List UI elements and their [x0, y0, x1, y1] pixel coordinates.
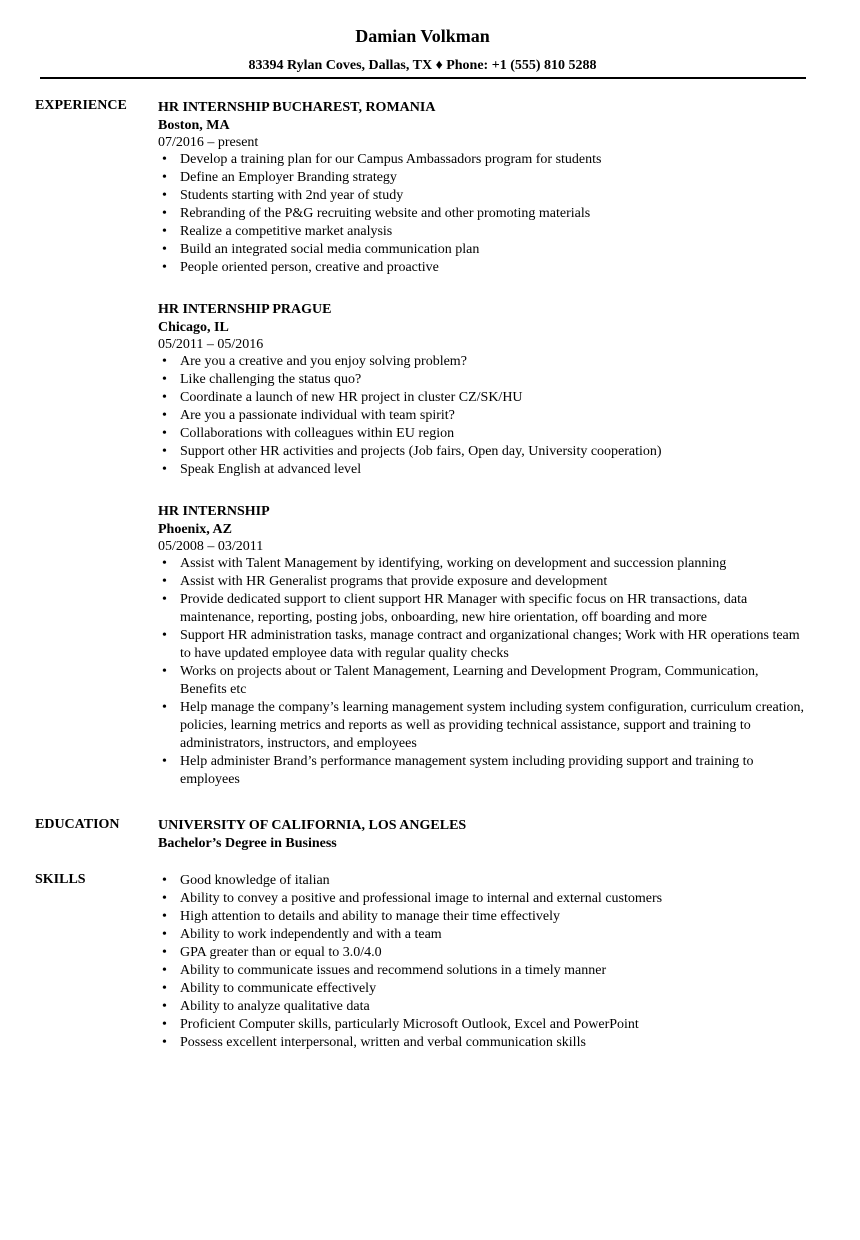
bullet-icon: •	[162, 426, 167, 441]
bullet-icon: •	[162, 891, 167, 906]
list-item	[158, 998, 808, 1016]
bullet-icon: •	[162, 574, 167, 589]
job-dates: 07/2016 – present	[158, 135, 259, 150]
bullet-text: Speak English at advanced level	[180, 462, 362, 477]
header-divider	[40, 77, 806, 79]
skill-text: Ability to communicate issues and recommend solutions in a timely manner	[180, 963, 607, 978]
bullet-text: Like challenging the status quo?	[180, 372, 362, 387]
list-item	[158, 627, 808, 663]
bullet-icon: •	[162, 981, 167, 996]
list-item	[158, 205, 808, 223]
skill-text: Ability to convey a positive and professional image to internal and external customers	[180, 891, 663, 906]
list-item	[158, 908, 808, 926]
job-entry	[158, 99, 808, 277]
bullet-icon: •	[162, 754, 167, 769]
bullet-text: Coordinate a launch of new HR project in cluster CZ/SK/HU	[180, 390, 523, 405]
bullet-icon: •	[162, 628, 167, 643]
list-item	[158, 461, 808, 479]
bullet-icon: •	[162, 945, 167, 960]
job-bullet-list	[158, 353, 808, 479]
list-item	[158, 371, 808, 389]
section-heading-experience: EXPERIENCE	[35, 98, 127, 113]
list-item	[158, 573, 808, 591]
bullet-icon: •	[162, 909, 167, 924]
bullet-icon: •	[162, 372, 167, 387]
bullet-icon: •	[162, 556, 167, 571]
list-item	[158, 663, 808, 699]
bullet-icon: •	[162, 242, 167, 257]
list-item	[158, 241, 808, 259]
bullet-text: Rebranding of the P&G recruiting website and other promoting materials	[180, 206, 591, 221]
skill-text: Ability to communicate effectively	[180, 981, 377, 996]
skills-list	[158, 872, 808, 1052]
bullet-icon: •	[162, 444, 167, 459]
bullet-text: Works on projects about or Talent Management, Learning and Development Program, Communication, Benefits etc	[180, 664, 759, 697]
bullet-text: Define an Employer Branding strategy	[180, 170, 397, 185]
job-title: HR INTERNSHIP BUCHAREST, ROMANIA	[158, 100, 436, 115]
skills-entry	[158, 872, 808, 1052]
bullet-icon: •	[162, 206, 167, 221]
bullet-text: Help manage the company’s learning management system including system configuration, curriculum creation, policies, learning metrics and reports as well as providing technical assistance, support and training to administrators, instructors, and employees	[180, 700, 804, 751]
list-item	[158, 443, 808, 461]
list-item	[158, 425, 808, 443]
list-item	[158, 890, 808, 908]
bullet-icon: •	[162, 664, 167, 679]
list-item	[158, 353, 808, 371]
bullet-icon: •	[162, 390, 167, 405]
bullet-icon: •	[162, 1035, 167, 1050]
bullet-text: Students starting with 2nd year of study	[180, 188, 404, 203]
list-item	[158, 223, 808, 241]
skill-text: Good knowledge of italian	[180, 873, 330, 888]
list-item	[158, 980, 808, 998]
bullet-text: Build an integrated social media communication plan	[180, 242, 480, 257]
job-title: HR INTERNSHIP PRAGUE	[158, 302, 332, 317]
list-item	[158, 389, 808, 407]
job-location: Boston, MA	[158, 118, 230, 133]
list-item	[158, 926, 808, 944]
bullet-icon: •	[162, 354, 167, 369]
list-item	[158, 259, 808, 277]
bullet-text: Help administer Brand’s performance management system including providing support and training to employees	[180, 754, 754, 787]
skill-text: Possess excellent interpersonal, written and verbal communication skills	[180, 1035, 586, 1050]
job-location: Phoenix, AZ	[158, 522, 232, 537]
list-item	[158, 407, 808, 425]
bullet-text: People oriented person, creative and proactive	[180, 260, 439, 275]
skill-text: High attention to details and ability to manage their time effectively	[180, 909, 560, 924]
job-title: HR INTERNSHIP	[158, 504, 270, 519]
bullet-icon: •	[162, 999, 167, 1014]
skill-text: Ability to work independently and with a team	[180, 927, 442, 942]
bullet-text: Are you a passionate individual with team spirit?	[180, 408, 455, 423]
bullet-icon: •	[162, 170, 167, 185]
list-item	[158, 187, 808, 205]
skill-text: Proficient Computer skills, particularly Microsoft Outlook, Excel and PowerPoint	[180, 1017, 639, 1032]
bullet-icon: •	[162, 188, 167, 203]
job-entry	[158, 503, 808, 789]
skill-text: GPA greater than or equal to 3.0/4.0	[180, 945, 382, 960]
bullet-text: Collaborations with colleagues within EU region	[180, 426, 455, 441]
bullet-icon: •	[162, 152, 167, 167]
bullet-text: Are you a creative and you enjoy solving problem?	[180, 354, 467, 369]
bullet-icon: •	[162, 700, 167, 715]
bullet-icon: •	[162, 963, 167, 978]
bullet-text: Assist with Talent Management by identifying, working on development and succession planning	[180, 556, 727, 571]
job-location: Chicago, IL	[158, 320, 229, 335]
school-name: UNIVERSITY OF CALIFORNIA, LOS ANGELES	[158, 818, 467, 833]
bullet-icon: •	[162, 224, 167, 239]
bullet-text: Support other HR activities and projects (Job fairs, Open day, University cooperation)	[180, 444, 662, 459]
bullet-icon: •	[162, 592, 167, 607]
list-item	[158, 872, 808, 890]
list-item	[158, 962, 808, 980]
list-item	[158, 169, 808, 187]
degree: Bachelor’s Degree in Business	[158, 836, 337, 851]
bullet-icon: •	[162, 873, 167, 888]
job-entry	[158, 301, 808, 479]
list-item	[158, 1016, 808, 1034]
bullet-text: Realize a competitive market analysis	[180, 224, 393, 239]
list-item	[158, 555, 808, 573]
job-bullet-list	[158, 555, 808, 789]
bullet-icon: •	[162, 462, 167, 477]
section-heading-education: EDUCATION	[35, 817, 120, 832]
list-item	[158, 699, 808, 753]
job-dates: 05/2008 – 03/2011	[158, 539, 264, 554]
list-item	[158, 1034, 808, 1052]
list-item	[158, 944, 808, 962]
list-item	[158, 591, 808, 627]
bullet-icon: •	[162, 408, 167, 423]
candidate-name: Damian Volkman	[355, 26, 490, 46]
bullet-icon: •	[162, 927, 167, 942]
list-item	[158, 151, 808, 169]
skill-text: Ability to analyze qualitative data	[180, 999, 370, 1014]
bullet-text: Assist with HR Generalist programs that provide exposure and development	[180, 574, 608, 589]
education-entry	[158, 817, 808, 853]
contact-line: 83394 Rylan Coves, Dallas, TX ♦ Phone: +1 (555) 810 5288	[248, 58, 597, 73]
list-item	[158, 753, 808, 789]
section-heading-skills: SKILLS	[35, 872, 86, 887]
bullet-text: Develop a training plan for our Campus Ambassadors program for students	[180, 152, 602, 167]
bullet-text: Support HR administration tasks, manage contract and organizational changes; Work with HR operations team to have updated employee data with regular quality checks	[180, 628, 800, 661]
job-dates: 05/2011 – 05/2016	[158, 337, 264, 352]
job-bullet-list	[158, 151, 808, 277]
bullet-icon: •	[162, 260, 167, 275]
bullet-text: Provide dedicated support to client support HR Manager with specific focus on HR transactions, data maintenance, reporting, posting jobs, onboarding, new hire orientation, off boarding and more	[180, 592, 748, 625]
bullet-icon: •	[162, 1017, 167, 1032]
